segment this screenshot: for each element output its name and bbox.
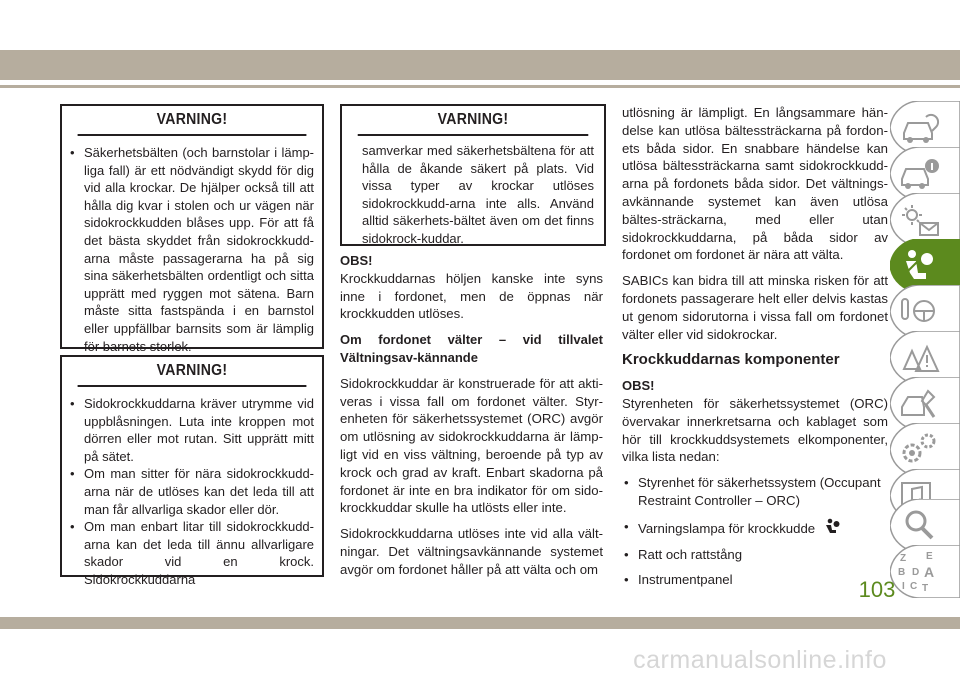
- obs-text: Styrenheten för säkerhetssystemet (ORC) övervakar innerkretsarna och kablaget som hör till krockkuddsystemets elkomponenter, vilka lista nedan:: [622, 395, 888, 465]
- warning-bullet: [68, 465, 314, 518]
- sabic-paragraph: SABICs kan bidra till att minska risken för att fordonets passagerare helt eller delvis kastas ut genom sidorutorna i vissa fall om fordonet välter eller vid sidokrockar.: [622, 273, 888, 342]
- bullet-dot: •: [624, 518, 629, 534]
- header-band: [0, 50, 960, 80]
- obs-label: OBS!: [622, 378, 655, 394]
- warning-box-continued: [340, 104, 606, 246]
- rollover-subhead: Om fordonet välter – vid tillvalet Vältningsav-kännande: [340, 332, 603, 365]
- warning-bullet: [68, 518, 314, 588]
- warning-title: VARNING!: [358, 106, 589, 136]
- right-column: [622, 104, 888, 597]
- svg-text:I: I: [902, 581, 905, 592]
- warning-bullet-text: Om man sitter för nära sidokrockkudd-arna när de utlöses kan det leda till att man får allvarliga skador eller dör.: [84, 466, 314, 517]
- svg-text:Z: Z: [900, 553, 907, 564]
- bullet-dot: •: [70, 519, 75, 535]
- airbag-warning-icon: [822, 518, 840, 536]
- component-item: [622, 571, 888, 589]
- warning-bullet-text: Om man enbart litar till sidokrockkudd-arna kan det leda till ännu allvarligare skador vid en krock. Sidokrockkuddarna: [84, 519, 314, 587]
- component-item-text: Varningslampa för krockkudde: [638, 520, 816, 536]
- svg-text:E: E: [926, 551, 933, 562]
- rollover-paragraph-1: Sidokrockkuddar är konstruerade för att akti-veras i vissa fall om fordonet välter. Styr-enheten för säkerhetssystemet (ORC) avgör om utlösning av sidokrockkuddarna är lämp-ligt vid en viss vältning, beroende på typ av krock och grad av kraft. Enbart skadorna på fordonet är inte en bra indikator för om sido-krockkuddar skulle ha utlösts eller inte.: [340, 375, 603, 516]
- warning-title: VARNING!: [78, 357, 307, 387]
- bullet-dot: •: [70, 145, 75, 160]
- bullet-dot: •: [70, 466, 75, 482]
- svg-text:D: D: [912, 567, 920, 578]
- svg-text:B: B: [898, 567, 906, 578]
- warning-bullet-text: Säkerhetsbälten (och barnstolar i lämp-liga fall) är ett nödvändigt skydd för dig vid alla krockar. De hjälper också till att hålla dig kvar i stolen och ur vägen när sidokrockkudden blåses upp. För att få det bästa skyddet från sidokrockkudd-arna måste passagerarna ha på sig sina säkerhetsbälten ordentligt och sitta upprätt med ryggen mot sätena. Barn måste sitta fastspända i en barnstol eller uppfällbar barnsits som är lämplig för barnets storlek.: [84, 145, 314, 354]
- svg-text:T: T: [922, 583, 929, 594]
- watermark: carmanualsonline.info: [633, 646, 887, 674]
- bullet-dot: •: [624, 546, 629, 562]
- bullet-dot: •: [624, 572, 629, 588]
- warning-bullet: [68, 144, 314, 355]
- warning-title: VARNING!: [78, 106, 307, 136]
- svg-text:A: A: [924, 564, 935, 580]
- component-item-text: Instrumentpanel: [638, 572, 733, 588]
- footer-band: [0, 617, 960, 629]
- warning-bullet: [68, 395, 314, 465]
- bullet-dot: •: [624, 475, 629, 491]
- bullet-dot: •: [70, 396, 75, 411]
- page-number: 103: [858, 577, 896, 602]
- svg-text:C: C: [910, 581, 918, 592]
- warning-continued-text: samverkar med säkerhetsbältena för att hålla de åkande säkert på plats. Vid vissa typer av krockar utlöses sidokrockkudd-arna inte alls. Använd alltid säkerhets-bältet även om det finns sidokrock-kuddar.: [362, 143, 594, 246]
- component-item-text: Ratt och rattstång: [638, 546, 743, 562]
- middle-column: [340, 252, 603, 587]
- section-title: Krockkuddarnas komponenter: [622, 351, 840, 369]
- warning-box-side-airbags: [60, 355, 324, 587]
- component-item: [622, 518, 888, 538]
- component-item-text: Styrenhet för säkerhetssystem (Occupant Restraint Controller – ORC): [638, 475, 881, 508]
- obs-label: OBS!: [340, 253, 373, 268]
- header-rule: [0, 85, 960, 88]
- component-item: [622, 474, 888, 510]
- rollover-paragraph-2: Sidokrockkuddarna utlöses inte vid alla vält-ningar. Det vältningsavkännande systemet avgör om fordonet håller på att välta och om: [340, 526, 603, 577]
- component-item: [622, 546, 888, 564]
- rollover-paragraph-3: utlösning är lämpligt. En långsammare hän-delse kan utlösa bältessträckarna på fordon-ets båda sidor. En snabbare händelse kan utlösa bältessträckarna samt sidokrockkudd-arna på fordonets båda sidor. Det vältnings-avkännande systemet kan även utlösa bältes-sträckarna, med eller utan sidokrockkuddarna, på båda sidor av fordonet om fordonet är nära att välta.: [622, 105, 888, 263]
- warning-bullet-text: Sidokrockkuddarna kräver utrymme vid uppblåsningen. Luta inte kroppen mot dörren eller mot rutan. Sitt upprätt mitt på sätet.: [84, 396, 314, 464]
- obs-text: Krockkuddarnas höljen kanske inte syns inne i fordonet, men de öppnas när krockkudden utlöses.: [340, 270, 603, 322]
- warning-box-seatbelts: [60, 104, 324, 354]
